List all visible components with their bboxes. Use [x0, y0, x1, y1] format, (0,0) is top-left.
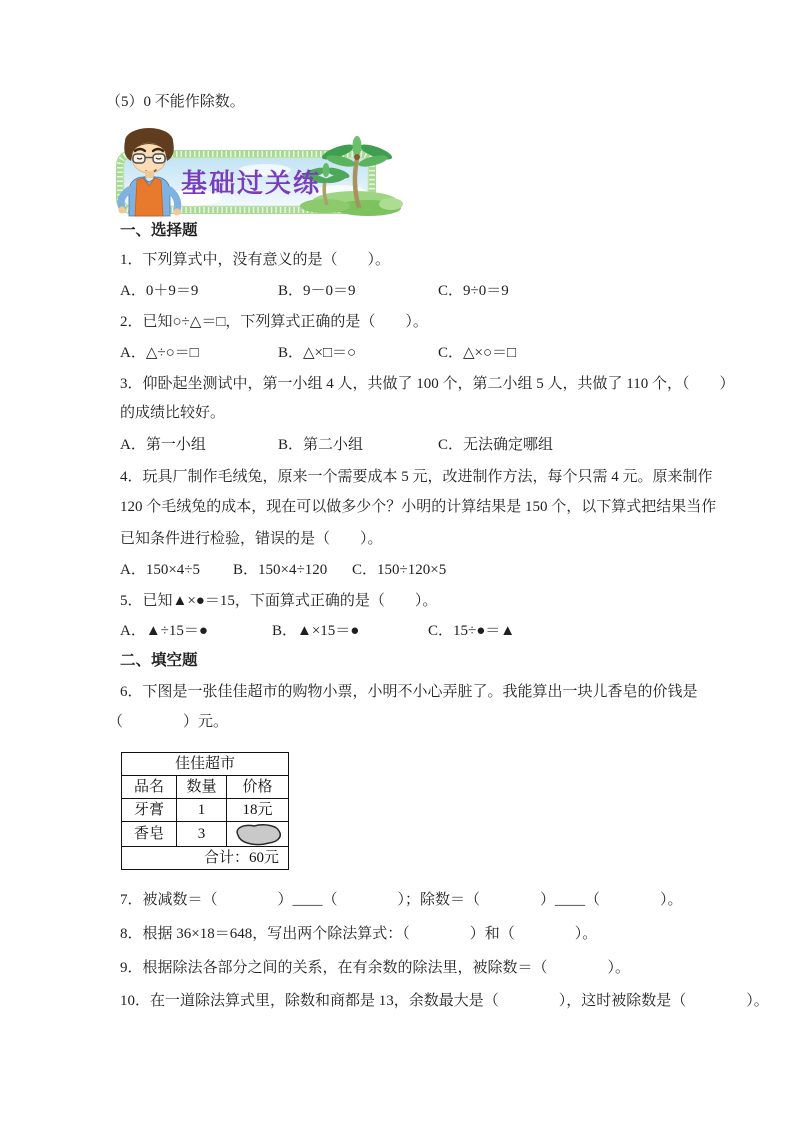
receipt-cell-price: 18元	[227, 799, 289, 822]
option-1b: B．9－0＝9	[278, 283, 356, 299]
option-2c: C．△×○＝□	[438, 345, 517, 361]
question-10-text: 10．在一道除法算式里，除数和商都是 13，余数最大是（ ），这时被除数是（ ）。	[120, 993, 769, 1009]
question-1-options	[120, 281, 720, 301]
question-6-text-line2: （ ）元。	[108, 714, 229, 730]
section-2-title: 二、填空题	[120, 652, 198, 669]
receipt-cell-item: 香皂	[122, 822, 177, 847]
receipt-header-item: 品名	[122, 776, 177, 799]
question-4-text-line1: 4．玩具厂制作毛绒兔，原来一个需要成本 5 元，改进制作方法，每个只需 4 元。原来制作	[120, 469, 713, 485]
receipt-header-qty: 数量	[177, 776, 227, 799]
question-2-options	[120, 343, 720, 363]
question-7-text: 7．被减数＝（ ）____（ ）；除数＝（ ）____（ ）。	[120, 892, 683, 908]
option-2b: B．△×□＝○	[278, 345, 357, 361]
receipt-total: 合计：60元	[122, 847, 289, 870]
option-4c: C．150÷120×5	[352, 562, 447, 578]
option-3b: B．第二小组	[278, 437, 364, 453]
banner-title: 基础过关练	[180, 169, 322, 198]
receipt-header-price: 价格	[227, 776, 289, 799]
option-4b: B．150×4÷120	[233, 562, 328, 578]
receipt-row-toothpaste	[122, 799, 289, 822]
section-banner	[105, 126, 405, 220]
receipt-row-soap	[122, 822, 289, 847]
receipt-cell-price-stained	[227, 822, 289, 847]
question-1-text: 1．下列算式中，没有意义的是（ ）。	[120, 252, 391, 268]
banner-illustration	[105, 126, 405, 220]
receipt-cell-qty: 1	[177, 799, 227, 822]
question-5-options	[120, 621, 720, 641]
receipt-cell-qty: 3	[177, 822, 227, 847]
option-3c: C．无法确定哪组	[438, 437, 554, 453]
question-8-text: 8．根据 36×18＝648，写出两个除法算式：（ ）和（ ）。	[120, 926, 598, 942]
question-4-text-line2: 120 个毛绒兔的成本，现在可以做多少个？小明的计算结果是 150 个，以下算式把结果当作	[120, 499, 717, 515]
option-2a: A．△÷○＝□	[120, 345, 199, 361]
option-1c: C．9÷0＝9	[438, 283, 509, 299]
question-2-text: 2．已知○÷△＝□，下列算式正确的是（ ）。	[120, 314, 428, 330]
option-1a: A．0＋9＝9	[120, 283, 199, 299]
receipt-table	[121, 752, 289, 870]
question-3-options	[120, 435, 720, 455]
option-5b: B．▲×15＝●	[272, 623, 360, 639]
question-4-options	[120, 560, 720, 580]
receipt-cell-item: 牙膏	[122, 799, 177, 822]
receipt-title: 佳佳超市	[122, 753, 289, 776]
receipt-header-row	[122, 776, 289, 799]
question-3-text-line2: 的成绩比较好。	[120, 405, 226, 421]
question-3-text-line1: 3．仰卧起坐测试中，第一小组 4 人，共做了 100 个，第二小组 5 人，共做了 110 个，（ ）	[120, 376, 735, 392]
question-6-text-line1: 6．下图是一张佳佳超市的购物小票，小明不小心弄脏了。我能算出一块儿香皂的价钱是	[120, 684, 698, 700]
question-5-text: 5．已知▲×●＝15，下面算式正确的是（ ）。	[120, 593, 438, 609]
note-line: （5）0 不能作除数。	[106, 94, 245, 110]
question-4-text-line3: 已知条件进行检验，错误的是（ ）。	[120, 531, 383, 547]
stain-blob-icon	[230, 822, 286, 846]
question-9-text: 9．根据除法各部分之间的关系，在有余数的除法里，被除数＝（ ）。	[120, 960, 631, 976]
option-4a: A．150×4÷5	[120, 562, 201, 578]
section-1-title: 一、选择题	[120, 222, 198, 239]
option-5a: A．▲÷15＝●	[120, 623, 208, 639]
option-3a: A．第一小组	[120, 437, 206, 453]
option-5c: C．15÷●＝▲	[428, 623, 516, 639]
